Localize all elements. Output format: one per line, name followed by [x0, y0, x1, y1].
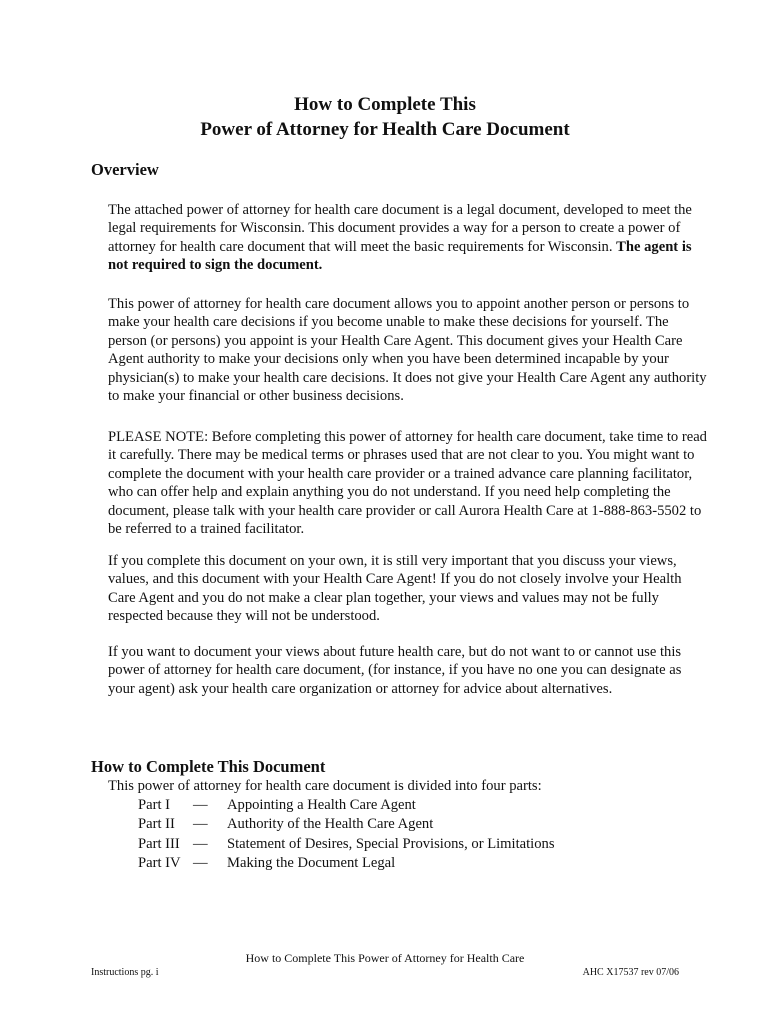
- part-row: [138, 854, 555, 873]
- parts-list: [138, 796, 555, 873]
- part-row: [138, 835, 555, 854]
- part-dash: —: [193, 835, 208, 852]
- part-label: Making the Document Legal: [227, 854, 396, 871]
- part-dash: —: [193, 797, 208, 813]
- part-number: Part IV: [138, 854, 181, 871]
- part-dash: —: [193, 816, 208, 833]
- footer-title: How to Complete This Power of Attorney for Health Care: [245, 951, 525, 965]
- overview-paragraph-3: PLEASE NOTE: Before completing this power of attorney for health care document, take time to read it carefully. There may be medical terms or phrases used that are not clear to you. You might want to complete the document with your health care provider or a trained advance care planning facilitator, who can offer help and explain anything you do not understand. If you need help completing the document, please talk with your health care provider or call Aurora Health Care at 1-888-863-5502 to be referred to a trained facilitator.: [108, 429, 707, 538]
- part-number: Part I: [138, 797, 171, 813]
- part-label: Appointing a Health Care Agent: [227, 797, 416, 813]
- overview-paragraph-1: [108, 201, 708, 275]
- part-row: [138, 796, 555, 815]
- part-row: [138, 815, 555, 834]
- how-to-intro: This power of attorney for health care document is divided into four parts:: [108, 778, 542, 794]
- footer-page-number: Instructions pg. i: [91, 967, 159, 978]
- document-title-line-2: Power of Attorney for Health Care Document: [200, 119, 570, 140]
- part-label: Authority of the Health Care Agent: [227, 816, 434, 833]
- footer-form-code: AHC X17537 rev 07/06: [582, 967, 679, 978]
- document-title-line-1: How to Complete This: [294, 94, 476, 115]
- how-to-heading: How to Complete This Document: [91, 757, 326, 776]
- part-label: Statement of Desires, Special Provisions, or Limitations: [227, 835, 555, 852]
- part-number: Part III: [138, 835, 180, 852]
- overview-paragraph-4: If you complete this document on your own, it is still very important that you discuss your views, values, and this document with your Health Care Agent! If you do not closely involve your Health Care Agent and you do not make a clear plan together, your views and values may not be fully respected because they will not be understood.: [108, 553, 682, 625]
- overview-paragraph-1-text: The attached power of attorney for health care document is a legal document, developed to meet the legal requirements for Wisconsin. This document provides a way for a person to create a power of attorney for health care document that will meet the basic requirements for Wisconsin.: [108, 202, 692, 255]
- part-number: Part II: [138, 816, 175, 833]
- overview-heading: Overview: [91, 160, 159, 179]
- part-dash: —: [193, 854, 208, 871]
- overview-paragraph-1-bold: The agent is not required to sign the document.: [108, 238, 692, 274]
- overview-paragraph-2: This power of attorney for health care document allows you to appoint another person or persons to make your health care decisions if you become unable to make these decisions for yourself. The person (or persons) you appoint is your Health Care Agent. This document gives your Health Care Agent authority to make your decisions only when you have been determined incapable by your physician(s) to make your health care decisions. It does not give your Health Care Agent any authority to make your financial or other business decisions.: [108, 296, 707, 405]
- overview-paragraph-5: If you want to document your views about future health care, but do not want to or cannot use this power of attorney for health care document, (for instance, if you have no one you can designate as your agent) ask your health care organization or attorney for advice about alternatives.: [108, 644, 682, 697]
